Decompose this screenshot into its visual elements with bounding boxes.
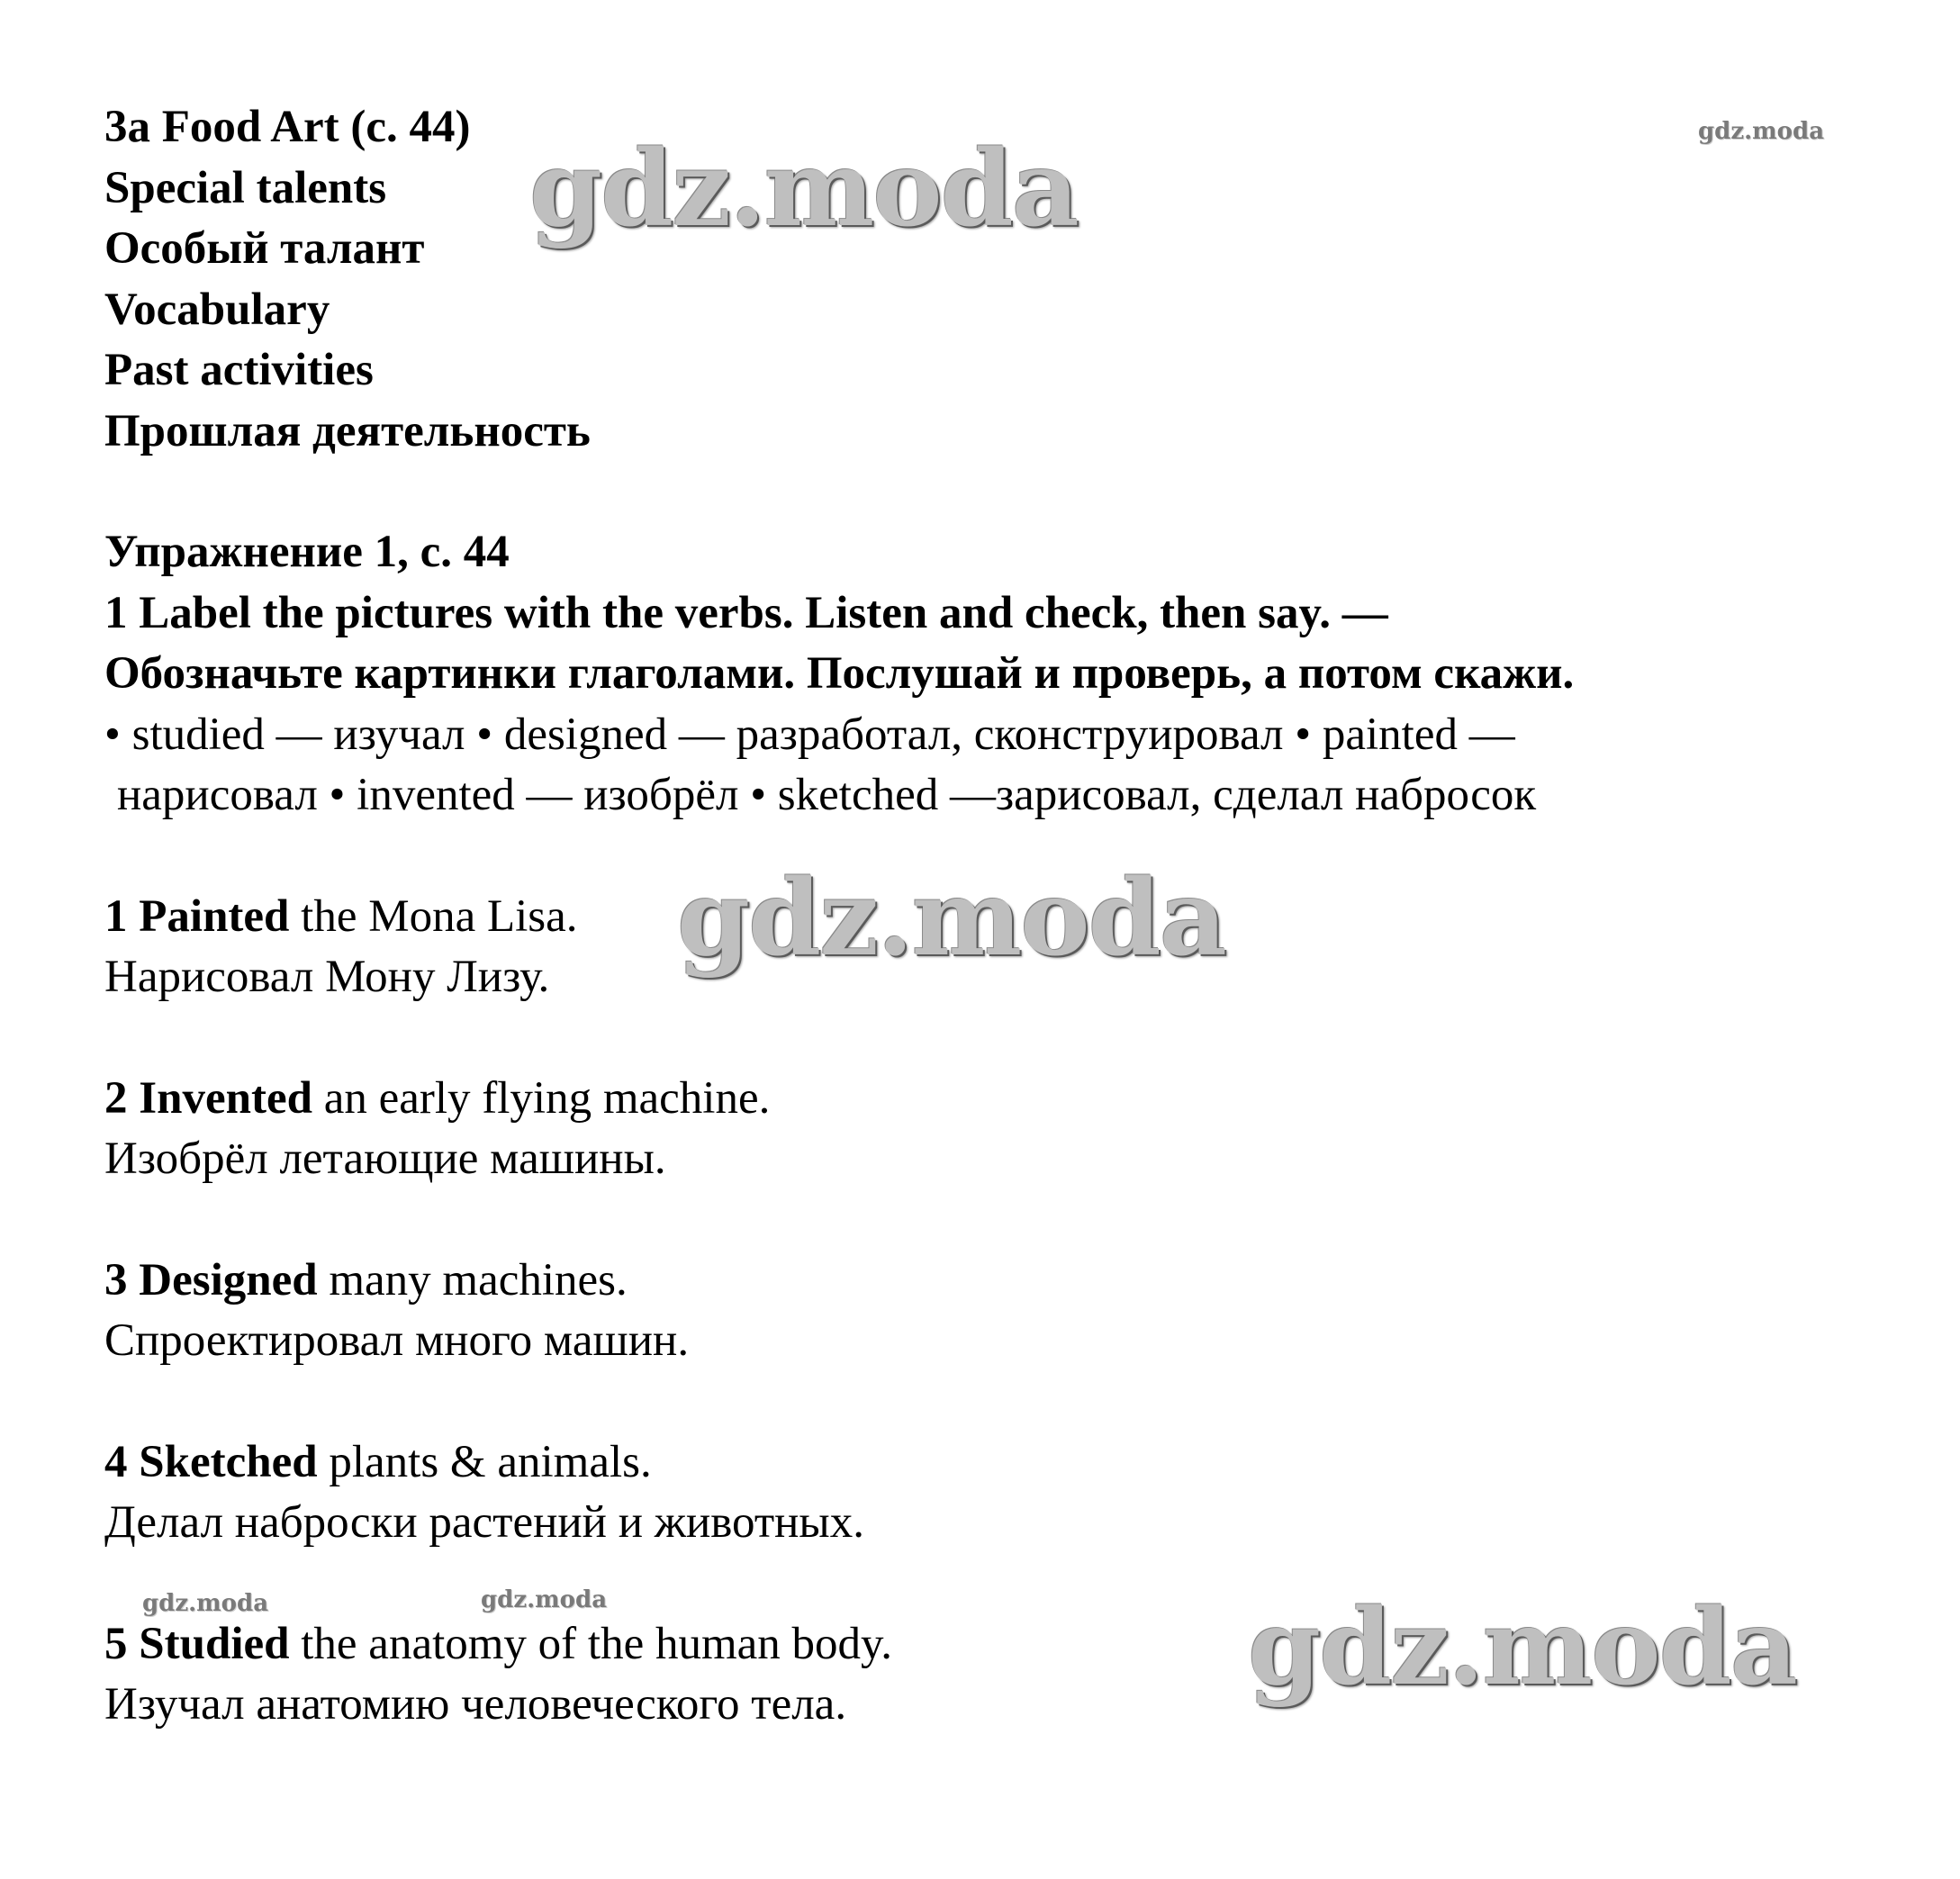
answer-number: 5: [104, 1618, 128, 1669]
answer-rest: the anatomy of the human body.: [289, 1618, 892, 1669]
answer-rest: plants & animals.: [317, 1436, 652, 1487]
answer-number: 2: [104, 1072, 128, 1124]
answer-en: [104, 1432, 1887, 1494]
exercise-task-ru: Обозначьте картинки глаголами. Послушай и проверь, а потом скажи.: [104, 648, 1575, 699]
answer-verb: Designed: [139, 1254, 318, 1305]
answer-item: [104, 1432, 1887, 1554]
answer-ru: Нарисовал Мону Лизу.: [104, 952, 550, 1002]
answer-ru: Изучал анатомию человеческого тела.: [104, 1679, 847, 1730]
watermark-logo: gdz.moda: [1698, 118, 1825, 145]
exercise-task-en: 1 Label the pictures with the verbs. Listen and check, then say. —: [104, 587, 1388, 638]
answer-number: 1: [104, 890, 128, 942]
subtopic-en: Past activities: [104, 345, 374, 395]
answer-number: 3: [104, 1254, 128, 1305]
answer-en: [104, 1069, 1887, 1130]
answer-rest: the Mona Lisa.: [289, 890, 578, 942]
vocab-line-2: нарисовал • invented — изобрёл • sketched —зарисовал, сделал набросок: [117, 770, 1537, 820]
answer-item: [104, 1251, 1887, 1372]
vocab-line-1: • studied — изучал • designed — разработал, сконструировал • painted —: [104, 709, 1515, 760]
answer-en: [104, 1251, 1887, 1312]
answer-item: [104, 1069, 1887, 1190]
answer-number: 4: [104, 1436, 128, 1487]
answer-verb: Studied: [139, 1618, 290, 1669]
answer-rest: many machines.: [317, 1254, 628, 1305]
topic-ru: Особый талант: [104, 223, 425, 274]
subtopic-ru: Прошлая деятельность: [104, 405, 591, 456]
answer-verb: Invented: [139, 1072, 312, 1124]
answer-ru: Делал наброски растений и животных.: [104, 1497, 864, 1548]
watermark-logo: gdz.moda: [142, 1590, 269, 1617]
topic-en: Special talents: [104, 162, 387, 213]
exercise-title: Упражнение 1, с. 44: [104, 527, 510, 577]
watermark-logo: gdz.moda: [1248, 1586, 1796, 1709]
answer-ru: Спроектировал много машин.: [104, 1315, 690, 1366]
answer-ru: Изобрёл летающие машины.: [104, 1134, 666, 1184]
section-label: Vocabulary: [104, 284, 330, 335]
answer-verb: Sketched: [139, 1436, 318, 1487]
watermark-logo: gdz.moda: [677, 857, 1225, 980]
lesson-title: 3a Food Art (с. 44): [104, 102, 471, 152]
answer-rest: an early flying machine.: [312, 1072, 771, 1124]
watermark-logo: gdz.moda: [481, 1586, 608, 1613]
watermark-logo: gdz.moda: [529, 128, 1078, 250]
answer-verb: Painted: [139, 890, 290, 942]
